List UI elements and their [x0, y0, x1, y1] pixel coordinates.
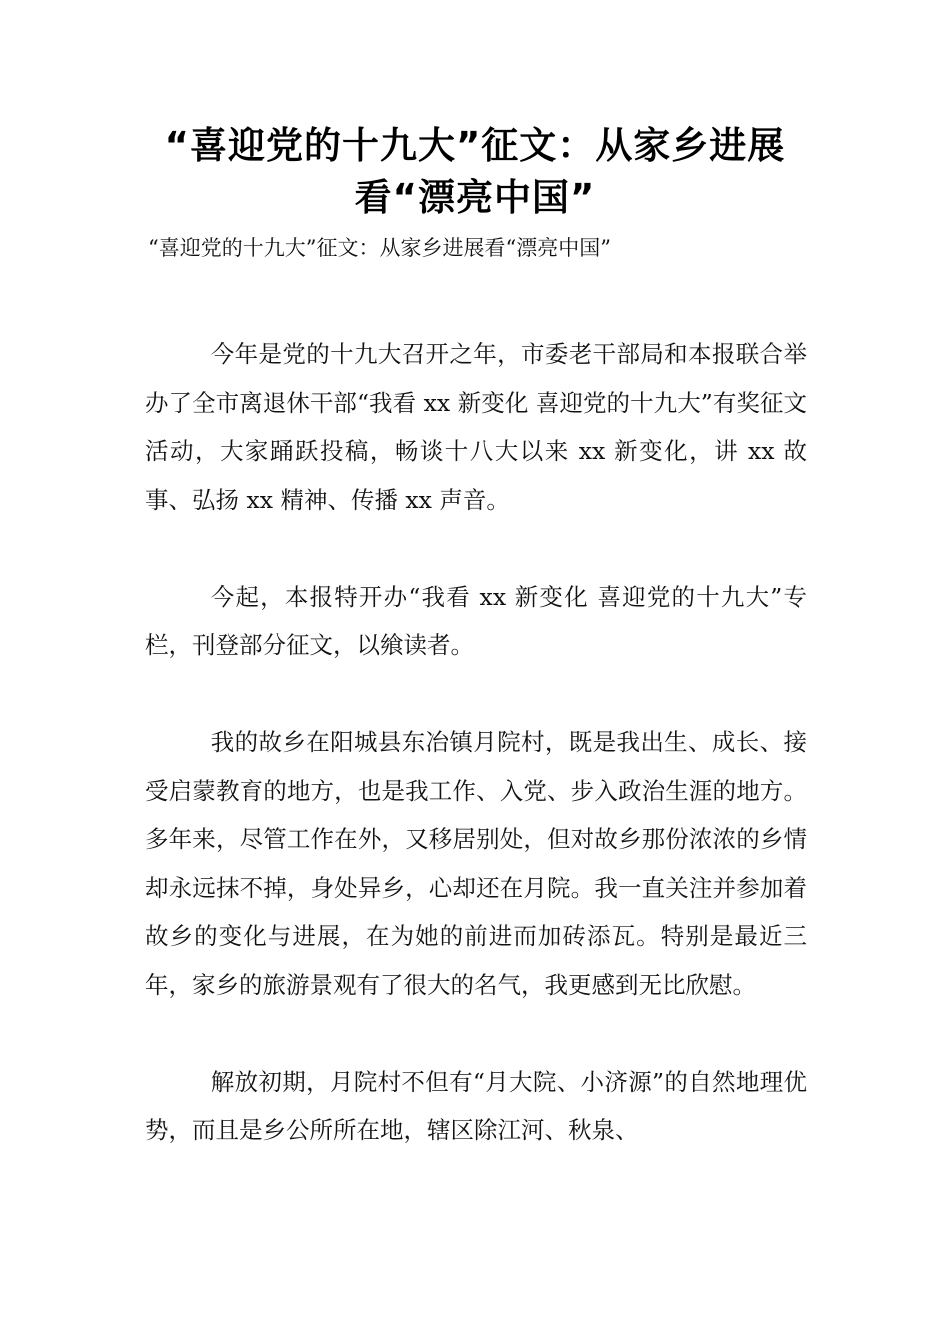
paragraph: 今起，本报特开办“我看 xx 新变化 喜迎党的十九大”专栏，刊登部分征文，以飨读者。: [145, 582, 807, 659]
document-title: “喜迎党的十九大”征文：从家乡进展看“漂亮中国”: [164, 124, 786, 219]
paragraph: 我的故乡在阳城县东冶镇月院村，既是我出生、成长、接受启蒙教育的地方，也是我工作、入党、步入政治生涯的地方。多年来，尽管工作在外，又移居别处，但对故乡那份浓浓的乡情却永远抹不掉，身处异乡，心却还在月院。我一直关注并参加着故乡的变化与进展，在为她的前进而加砖添瓦。特别是最近三年，家乡的旅游景观有了很大的名气，我更感到无比欣慰。: [145, 728, 807, 999]
paragraph: 解放初期，月院村不但有“月大院、小济源”的自然地理优势，而且是乡公所所在地，辖区除江河、秋泉、: [145, 1067, 807, 1144]
document-subtitle: “喜迎党的十九大”征文：从家乡进展看“漂亮中国”: [148, 236, 611, 260]
document-body: [145, 330, 807, 1203]
paragraph: 今年是党的十九大召开之年，市委老干部局和本报联合举办了全市离退休干部“我看 xx 新变化 喜迎党的十九大”有奖征文活动，大家踊跃投稿，畅谈十八大以来 xx 新变化，讲 xx 故事、弘扬 xx 精神、传播 xx 声音。: [145, 340, 807, 514]
